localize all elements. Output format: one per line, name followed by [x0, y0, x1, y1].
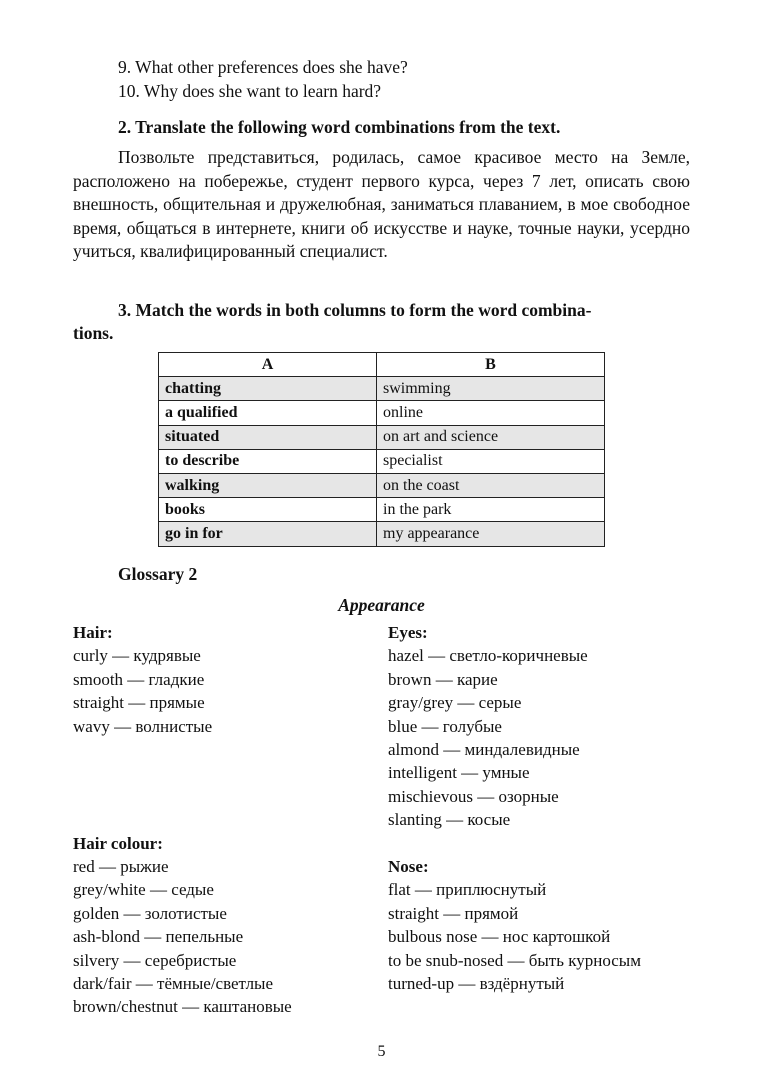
list-item: hazel — светло-коричневые: [388, 646, 588, 666]
cell-a: books: [159, 498, 377, 522]
cell-b: in the park: [377, 498, 605, 522]
cell-a: walking: [159, 473, 377, 497]
list-item: ash-blond — пепельные: [73, 927, 244, 947]
list-item: straight — прямые: [73, 693, 205, 713]
list-item: mischievous — озорные: [388, 786, 559, 806]
table-row: [159, 377, 605, 401]
nose-heading: Nose:: [388, 857, 429, 877]
page-number: 5: [377, 1043, 386, 1060]
list-item: curly — кудрявые: [73, 646, 201, 666]
list-item: straight — прямой: [388, 903, 519, 923]
list-item: intelligent — умные: [388, 763, 530, 783]
table-row: [159, 522, 605, 546]
list-item: grey/white — седые: [73, 880, 214, 900]
list-item: dark/fair — тёмные/светлые: [73, 974, 274, 994]
hair-heading: Hair:: [73, 623, 113, 642]
column-header-b: B: [377, 353, 605, 377]
glossary-right-column: [388, 621, 641, 995]
table-row: [159, 498, 605, 522]
glossary-title: Glossary 2: [118, 564, 198, 584]
list-item: turned-up — вздёрнутый: [388, 974, 565, 994]
question-9: 9. What other preferences does she have?: [118, 57, 408, 77]
list-item: brown — карие: [388, 669, 498, 689]
question-10: 10. Why does she want to learn hard?: [118, 81, 382, 101]
list-item: silvery — серебристые: [73, 950, 237, 970]
cell-a: go in for: [159, 522, 377, 546]
cell-b: on the coast: [377, 473, 605, 497]
table-row: [159, 425, 605, 449]
list-item: golden — золотистые: [73, 903, 227, 923]
list-item: wavy — волнистые: [73, 716, 213, 736]
table-row: [159, 449, 605, 473]
cell-a: to describe: [159, 449, 377, 473]
task2-text: Позвольте представиться, родилась, самое красивое место на Земле, расположено на побережье, студент первого курса, через 7 лет, описать свою внешность, общительная и дружелюбная, заниматься плаванием, в мое свободное время, общаться в интернете, книги об искусстве и науке, точные науки, усердно учиться, квалифицированный специалист.: [73, 147, 690, 261]
task2-paragraph: [73, 146, 690, 264]
list-item: bulbous nose — нос картошкой: [388, 927, 611, 947]
cell-b: specialist: [377, 449, 605, 473]
table-row: [159, 473, 605, 497]
glossary-left-column: [73, 621, 292, 1019]
cell-a: situated: [159, 425, 377, 449]
cell-b: online: [377, 401, 605, 425]
column-header-a: A: [159, 353, 377, 377]
match-table: [158, 352, 605, 547]
list-item: red — рыжие: [73, 857, 169, 876]
list-item: blue — голубые: [388, 716, 502, 736]
table-row: [159, 401, 605, 425]
eyes-heading: Eyes:: [388, 623, 428, 642]
glossary-subtitle: Appearance: [338, 595, 425, 615]
cell-b: swimming: [377, 377, 605, 401]
cell-b: my appearance: [377, 522, 605, 546]
cell-b: on art and science: [377, 425, 605, 449]
cell-a: chatting: [159, 377, 377, 401]
task3-heading-line1: 3. Match the words in both columns to form the word combina-: [118, 300, 592, 320]
list-item: flat — приплюснутый: [388, 880, 547, 900]
hair-colour-heading: Hair colour:: [73, 833, 163, 853]
list-item: almond — миндалевидные: [388, 740, 580, 760]
list-item: gray/grey — серые: [388, 693, 522, 713]
table-header-row: [159, 353, 605, 377]
list-item: brown/chestnut — каштановые: [73, 997, 292, 1017]
list-item: to be snub-nosed — быть курносым: [388, 950, 641, 970]
list-item: smooth — гладкие: [73, 669, 205, 689]
list-item: slanting — косые: [388, 810, 511, 830]
task3-heading-line2: tions.: [73, 323, 114, 343]
cell-a: a qualified: [159, 401, 377, 425]
task2-heading: 2. Translate the following word combinations from the text.: [118, 117, 561, 137]
